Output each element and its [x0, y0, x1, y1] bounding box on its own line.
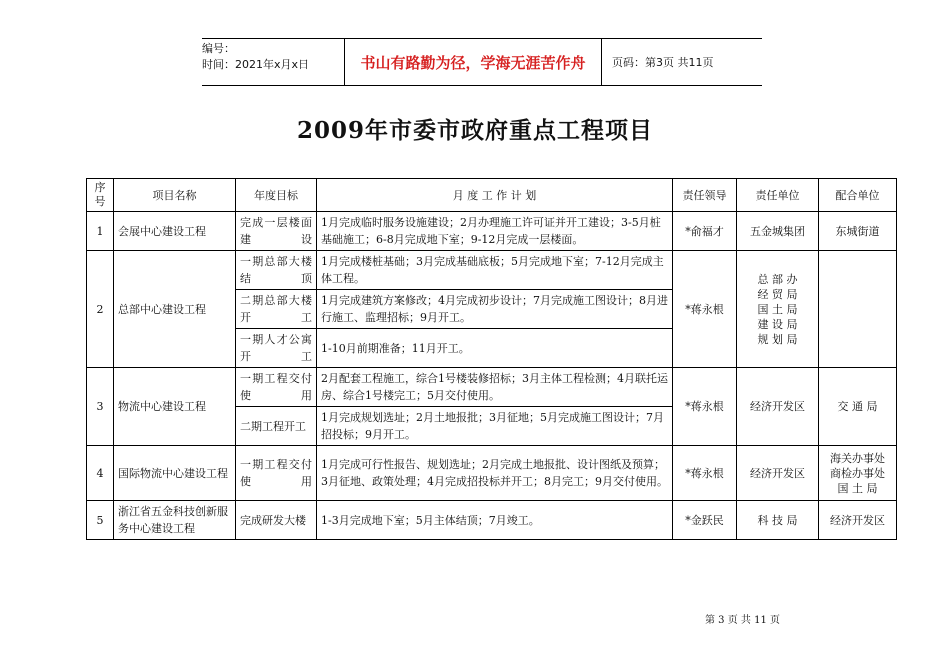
row-unit: 经济开发区 — [737, 368, 819, 446]
row-leader: *蒋永根 — [673, 446, 737, 501]
header-page-label: 页码：第3页 共11页 — [612, 56, 714, 69]
col-no: 序号 — [87, 179, 114, 212]
document-header — [202, 38, 762, 86]
row-no: 3 — [87, 368, 114, 446]
row-leader: *金跃民 — [673, 501, 737, 540]
row-plan: 1月完成建筑方案修改；4月完成初步设计；7月完成施工图设计；8月进行施工、监理招标；9月开工。 — [317, 290, 673, 329]
coop-item: 国 土 局 — [837, 481, 878, 495]
row-no: 1 — [87, 212, 114, 251]
row-goal: 完成研发大楼 — [236, 501, 317, 540]
table-header-row — [87, 179, 897, 212]
project-table — [86, 178, 897, 540]
row-unit: 科 技 局 — [737, 501, 819, 540]
row-plan: 1月完成可行性报告、规划选址；2月完成土地报批、设计图纸及预算；3月征地、政策处理；4月完成招投标并开工；8月完工；9月交付使用。 — [317, 446, 673, 501]
page-footer: 第 3 页 共 11 页 — [705, 615, 780, 626]
row-coop: 经济开发区 — [819, 501, 897, 540]
unit-item: 规 划 局 — [757, 332, 798, 346]
row-coop — [819, 251, 897, 368]
table-row — [87, 251, 897, 290]
table-row — [87, 368, 897, 407]
row-plan: 2月配套工程施工，综合1号楼装修招标；3月主体工程检测；4月联托运房、综合1号楼完工；5月交付使用。 — [317, 368, 673, 407]
row-plan: 1-10月前期准备；11月开工。 — [317, 329, 673, 368]
row-unit: 经济开发区 — [737, 446, 819, 501]
row-coop: 交 通 局 — [819, 368, 897, 446]
row-goal: 一期工程交付使用 — [236, 446, 317, 501]
col-name: 项目名称 — [114, 179, 236, 212]
page-title: 2009年市委市政府重点工程项目 — [296, 117, 653, 144]
table-row — [87, 501, 897, 540]
col-goal: 年度目标 — [236, 179, 317, 212]
row-name: 会展中心建设工程 — [114, 212, 236, 251]
unit-item: 总 部 办 — [757, 272, 798, 286]
row-unit: 五金城集团 — [737, 212, 819, 251]
row-coop-list — [819, 446, 897, 501]
row-no: 4 — [87, 446, 114, 501]
unit-item: 经 贸 局 — [757, 287, 798, 301]
unit-item: 建 设 局 — [757, 317, 798, 331]
row-plan: 1月完成规划选址；2月土地报批；3月征地；5月完成施工图设计；7月招投标；9月开工。 — [317, 407, 673, 446]
row-leader: *蒋永根 — [673, 368, 737, 446]
row-goal: 二期工程开工 — [236, 407, 317, 446]
row-unit-list — [737, 251, 819, 368]
row-plan: 1月完成楼桩基础；3月完成基础底板；5月完成地下室；7-12月完成主体工程。 — [317, 251, 673, 290]
row-name: 国际物流中心建设工程 — [114, 446, 236, 501]
unit-item: 国 土 局 — [757, 302, 798, 316]
row-leader: *俞福才 — [673, 212, 737, 251]
table-row — [87, 446, 897, 501]
number-label: 编号： — [202, 42, 235, 55]
time-label: 时间：2021年x月x日 — [202, 58, 310, 71]
row-goal: 二期总部大楼开工 — [236, 290, 317, 329]
row-plan: 1月完成临时服务设施建设；2月办理施工许可证并开工建设；3-5月桩基础施工；6-8月完成地下室；9-12月完成一层楼面。 — [317, 212, 673, 251]
row-goal: 完成一层楼面建设 — [236, 212, 317, 251]
row-leader: *蒋永根 — [673, 251, 737, 368]
row-goal: 一期人才公寓开工 — [236, 329, 317, 368]
row-coop: 东城街道 — [819, 212, 897, 251]
table-row — [87, 212, 897, 251]
row-no: 2 — [87, 251, 114, 368]
header-meta — [202, 41, 342, 83]
row-plan: 1-3月完成地下室；5月主体结顶；7月竣工。 — [317, 501, 673, 540]
header-motto: 书山有路勤为径，学海无涯苦作舟 — [344, 39, 602, 85]
row-name: 总部中心建设工程 — [114, 251, 236, 368]
col-unit: 责任单位 — [737, 179, 819, 212]
row-goal: 一期总部大楼结顶 — [236, 251, 317, 290]
row-no: 5 — [87, 501, 114, 540]
row-name: 浙江省五金科技创新服务中心建设工程 — [114, 501, 236, 540]
row-name: 物流中心建设工程 — [114, 368, 236, 446]
col-leader: 责任领导 — [673, 179, 737, 212]
coop-item: 海关办事处 — [830, 451, 885, 465]
coop-item: 商检办事处 — [830, 466, 885, 480]
col-coop: 配合单位 — [819, 179, 897, 212]
row-goal: 一期工程交付使用 — [236, 368, 317, 407]
col-plan: 月 度 工 作 计 划 — [317, 179, 673, 212]
